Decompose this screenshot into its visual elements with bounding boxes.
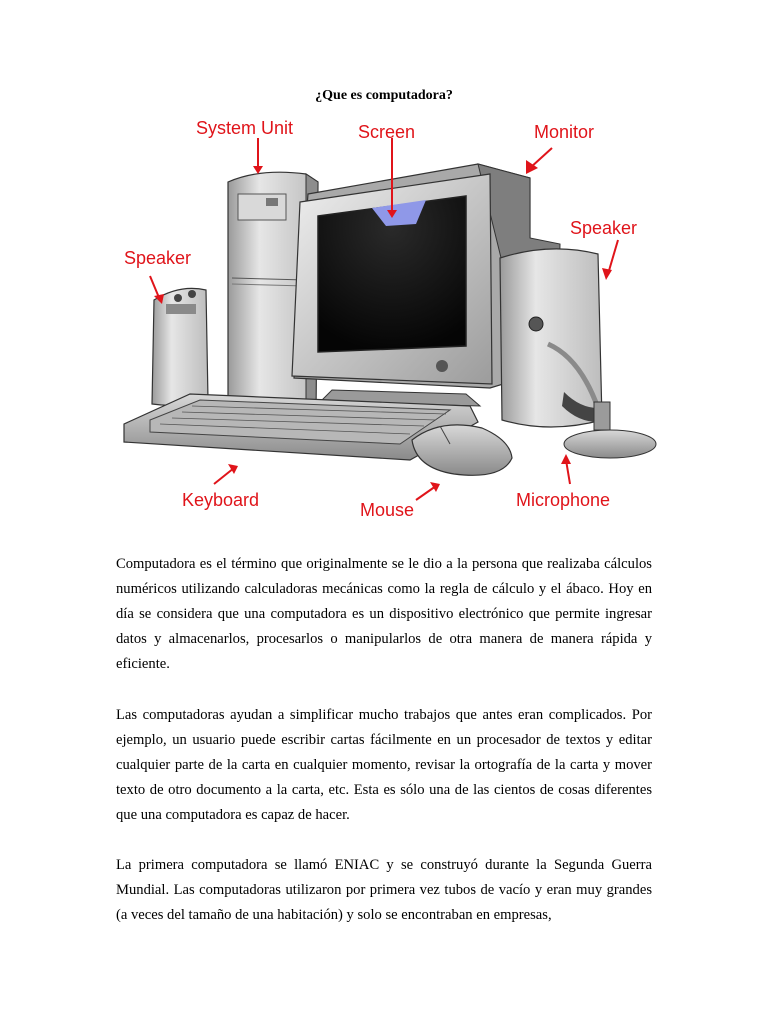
paragraph-uses: Las computadoras ayudan a simplificar mucho trabajos que antes eran complicados. Por ejemplo, un usuario puede escribir cartas fácilmente en un procesador de textos y editar cualquier parte de la carta en cualquier momento, revisar la ortografía de la carta y mover texto de otro documento a la carta, etc. Esta es sólo una de las cientos de cosas diferentes que una computadora es capaz de hacer. [116, 707, 652, 823]
computer-diagram-svg [110, 108, 670, 528]
mouse-illustration [412, 425, 512, 475]
label-microphone: Microphone [516, 490, 611, 510]
paragraph-definition: Computadora es el término que originalmente se le dio a la persona que realizaba cálculos numéricos utilizando calculadoras mecánicas como la regla de cálculo y el ábaco. Hoy en día se considera que una computadora es un dispositivo electrónico que permite ingresar datos y almacenarlos, procesarlos o manipularlos de otra manera de manera rápida y eficiente. [116, 556, 652, 672]
page-title: ¿Que es computadora? [315, 88, 453, 103]
computer-diagram [110, 108, 670, 528]
label-screen: Screen [358, 122, 416, 142]
left-speaker-illustration [152, 288, 208, 405]
label-monitor: Monitor [534, 122, 595, 142]
paragraph-history: La primera computadora se llamó ENIAC y se construyó durante la Segunda Guerra Mundial. Las computadoras utilizaron por primera vez tubos de vacío y eran muy grandes (a veces del tamaño de una habitación) y solo se encontraban en empresas, [116, 857, 652, 923]
label-system-unit: System Unit [196, 118, 294, 138]
label-mouse: Mouse [360, 500, 415, 520]
label-speaker-left: Speaker [124, 248, 192, 268]
label-speaker-right: Speaker [570, 218, 638, 238]
right-speaker-illustration [500, 249, 602, 427]
label-keyboard: Keyboard [182, 490, 260, 510]
